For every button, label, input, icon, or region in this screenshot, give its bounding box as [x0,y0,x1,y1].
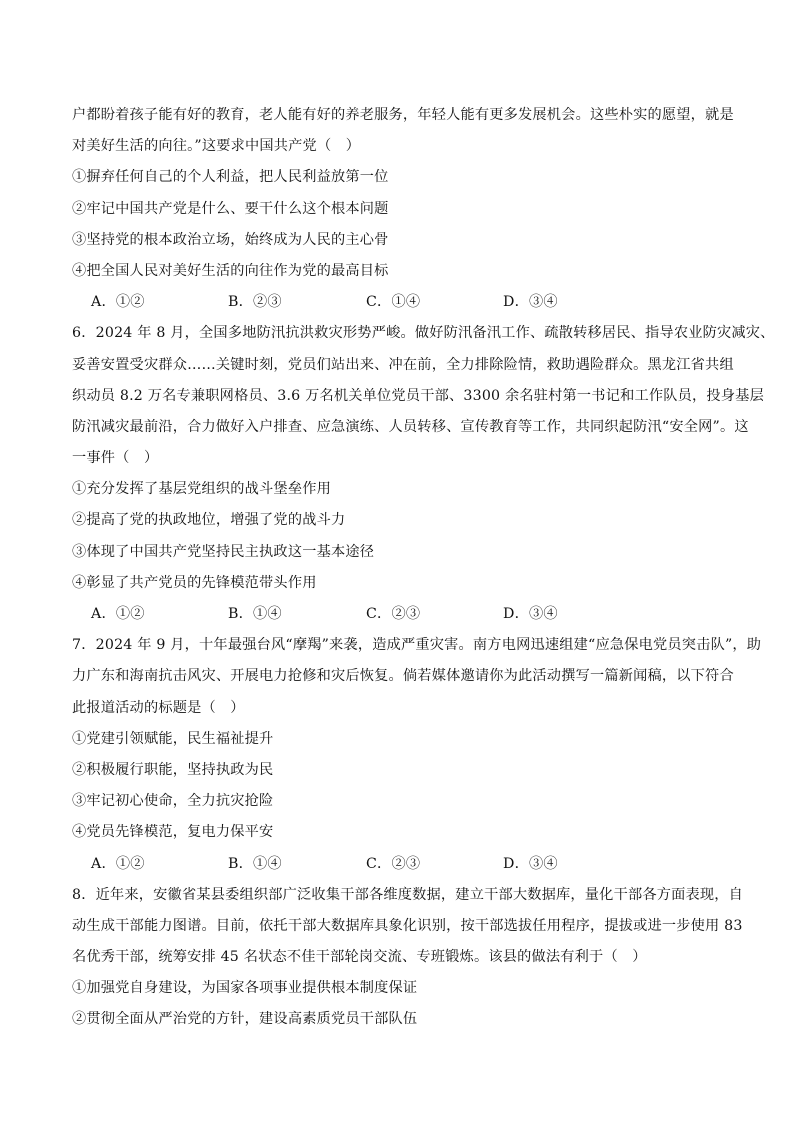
statement-2: ②牢记中国共产党是什么、要干什么这个根本问题 [72,200,389,217]
option-a: A．①② [91,294,145,311]
statement-2: ②提高了党的执政地位，增强了党的战斗力 [72,512,346,529]
option-b: B．②③ [228,294,282,311]
statement-4: ④把全国人民对美好生活的向往作为党的最高目标 [72,262,389,279]
question-stem-line: 名优秀干部，统筹安排 45 名状态不佳干部轮岗交流、专班锻炼。该县的做法有利于（ ） [72,949,647,966]
question-stem-line: 织动员 8.2 万名专兼职网格员、3.6 万名机关单位党员干部、3300 余名驻村第一书记和工作队员，投身基层 [72,387,764,404]
statement-1: ①充分发挥了基层党组织的战斗堡垒作用 [72,481,331,498]
option-d: D．③④ [503,294,558,311]
answer-options [72,599,724,630]
option-b: B．①④ [228,855,282,872]
question-stem-line: 此报道活动的标题是（ ） [72,699,245,716]
question-stem-line: 户都盼着孩子能有好的教育，老人能有好的养老服务，年轻人能有更多发展机会。这些朴实的愿望，就是 [72,107,734,123]
question-stem-line: 6．2024 年 8 月，全国多地防汛抗洪救灾形势严峻。做好防汛备汛工作、疏散转移居民、指导农业防灾减灾、 [72,325,775,342]
statement-4: ④彰显了共产党员的先锋模范带头作用 [72,574,317,591]
option-c: C．②③ [366,606,421,622]
question-8 [72,880,744,1036]
question-stem-line: 力广东和海南抗击风灾、开展电力抢修和灾后恢复。倘若媒体邀请你为此活动撰写一篇新闻稿，以下符合 [72,668,734,685]
option-d: D．③④ [503,606,558,622]
option-b: B．①④ [228,606,282,622]
question-5 [72,100,734,318]
statement-2: ②积极履行职能，坚持执政为民 [72,761,274,778]
option-a: A．①② [91,855,145,872]
answer-options [72,849,724,880]
statement-3: ③坚持党的根本政治立场，始终成为人民的主心骨 [72,231,389,248]
question-stem-line: 防汛减灾最前沿，合力做好入户排查、应急演练、人员转移、宣传教育等工作，共同织起防汛“安全网”。这 [72,418,749,435]
question-stem-line: 8．近年来，安徽省某县委组织部广泛收集干部各维度数据，建立干部大数据库，量化干部各方面表现，自 [72,886,744,903]
statement-2: ②贯彻全面从严治党的方针，建设高素质党员干部队伍 [72,1011,418,1028]
answer-options [72,287,724,318]
question-stem-line: 一事件（ ） [72,450,159,467]
statement-1: ①加强党自身建设，为国家各项事业提供根本制度保证 [72,980,418,997]
question-stem-line: 妥善安置受灾群众……关键时刻，党员们站出来、冲在前，全力排除险情，救助遇险群众。黑龙江省共组 [72,356,734,373]
option-c: C．②③ [366,855,421,872]
statement-3: ③体现了中国共产党坚持民主执政这一基本途径 [72,543,375,560]
statement-4: ④党员先锋模范，复电力保平安 [72,824,274,841]
question-stem-line: 对美好生活的向往。”这要求中国共产党（ ） [72,138,361,155]
question-7 [72,630,762,880]
question-6 [72,318,775,630]
question-stem-line: 动生成干部能力图谱。目前，依托干部大数据库具象化识别，按干部选拔任用程序，提拔或进一步使用 83 [72,917,743,934]
statement-3: ③牢记初心使命，全力抗灾抢险 [72,793,274,810]
option-a: A．①② [91,606,145,622]
page-content [72,100,775,1036]
option-c: C．①④ [366,294,421,311]
statement-1: ①摒弃任何自己的个人利益，把人民利益放第一位 [72,169,389,186]
option-d: D．③④ [503,855,558,872]
statement-1: ①党建引领赋能，民生福祉提升 [72,730,274,747]
question-stem-line: 7．2024 年 9 月，十年最强台风“摩羯”来袭，造成严重灾害。南方电网迅速组建“应急保电党员突击队”，助 [72,637,762,654]
